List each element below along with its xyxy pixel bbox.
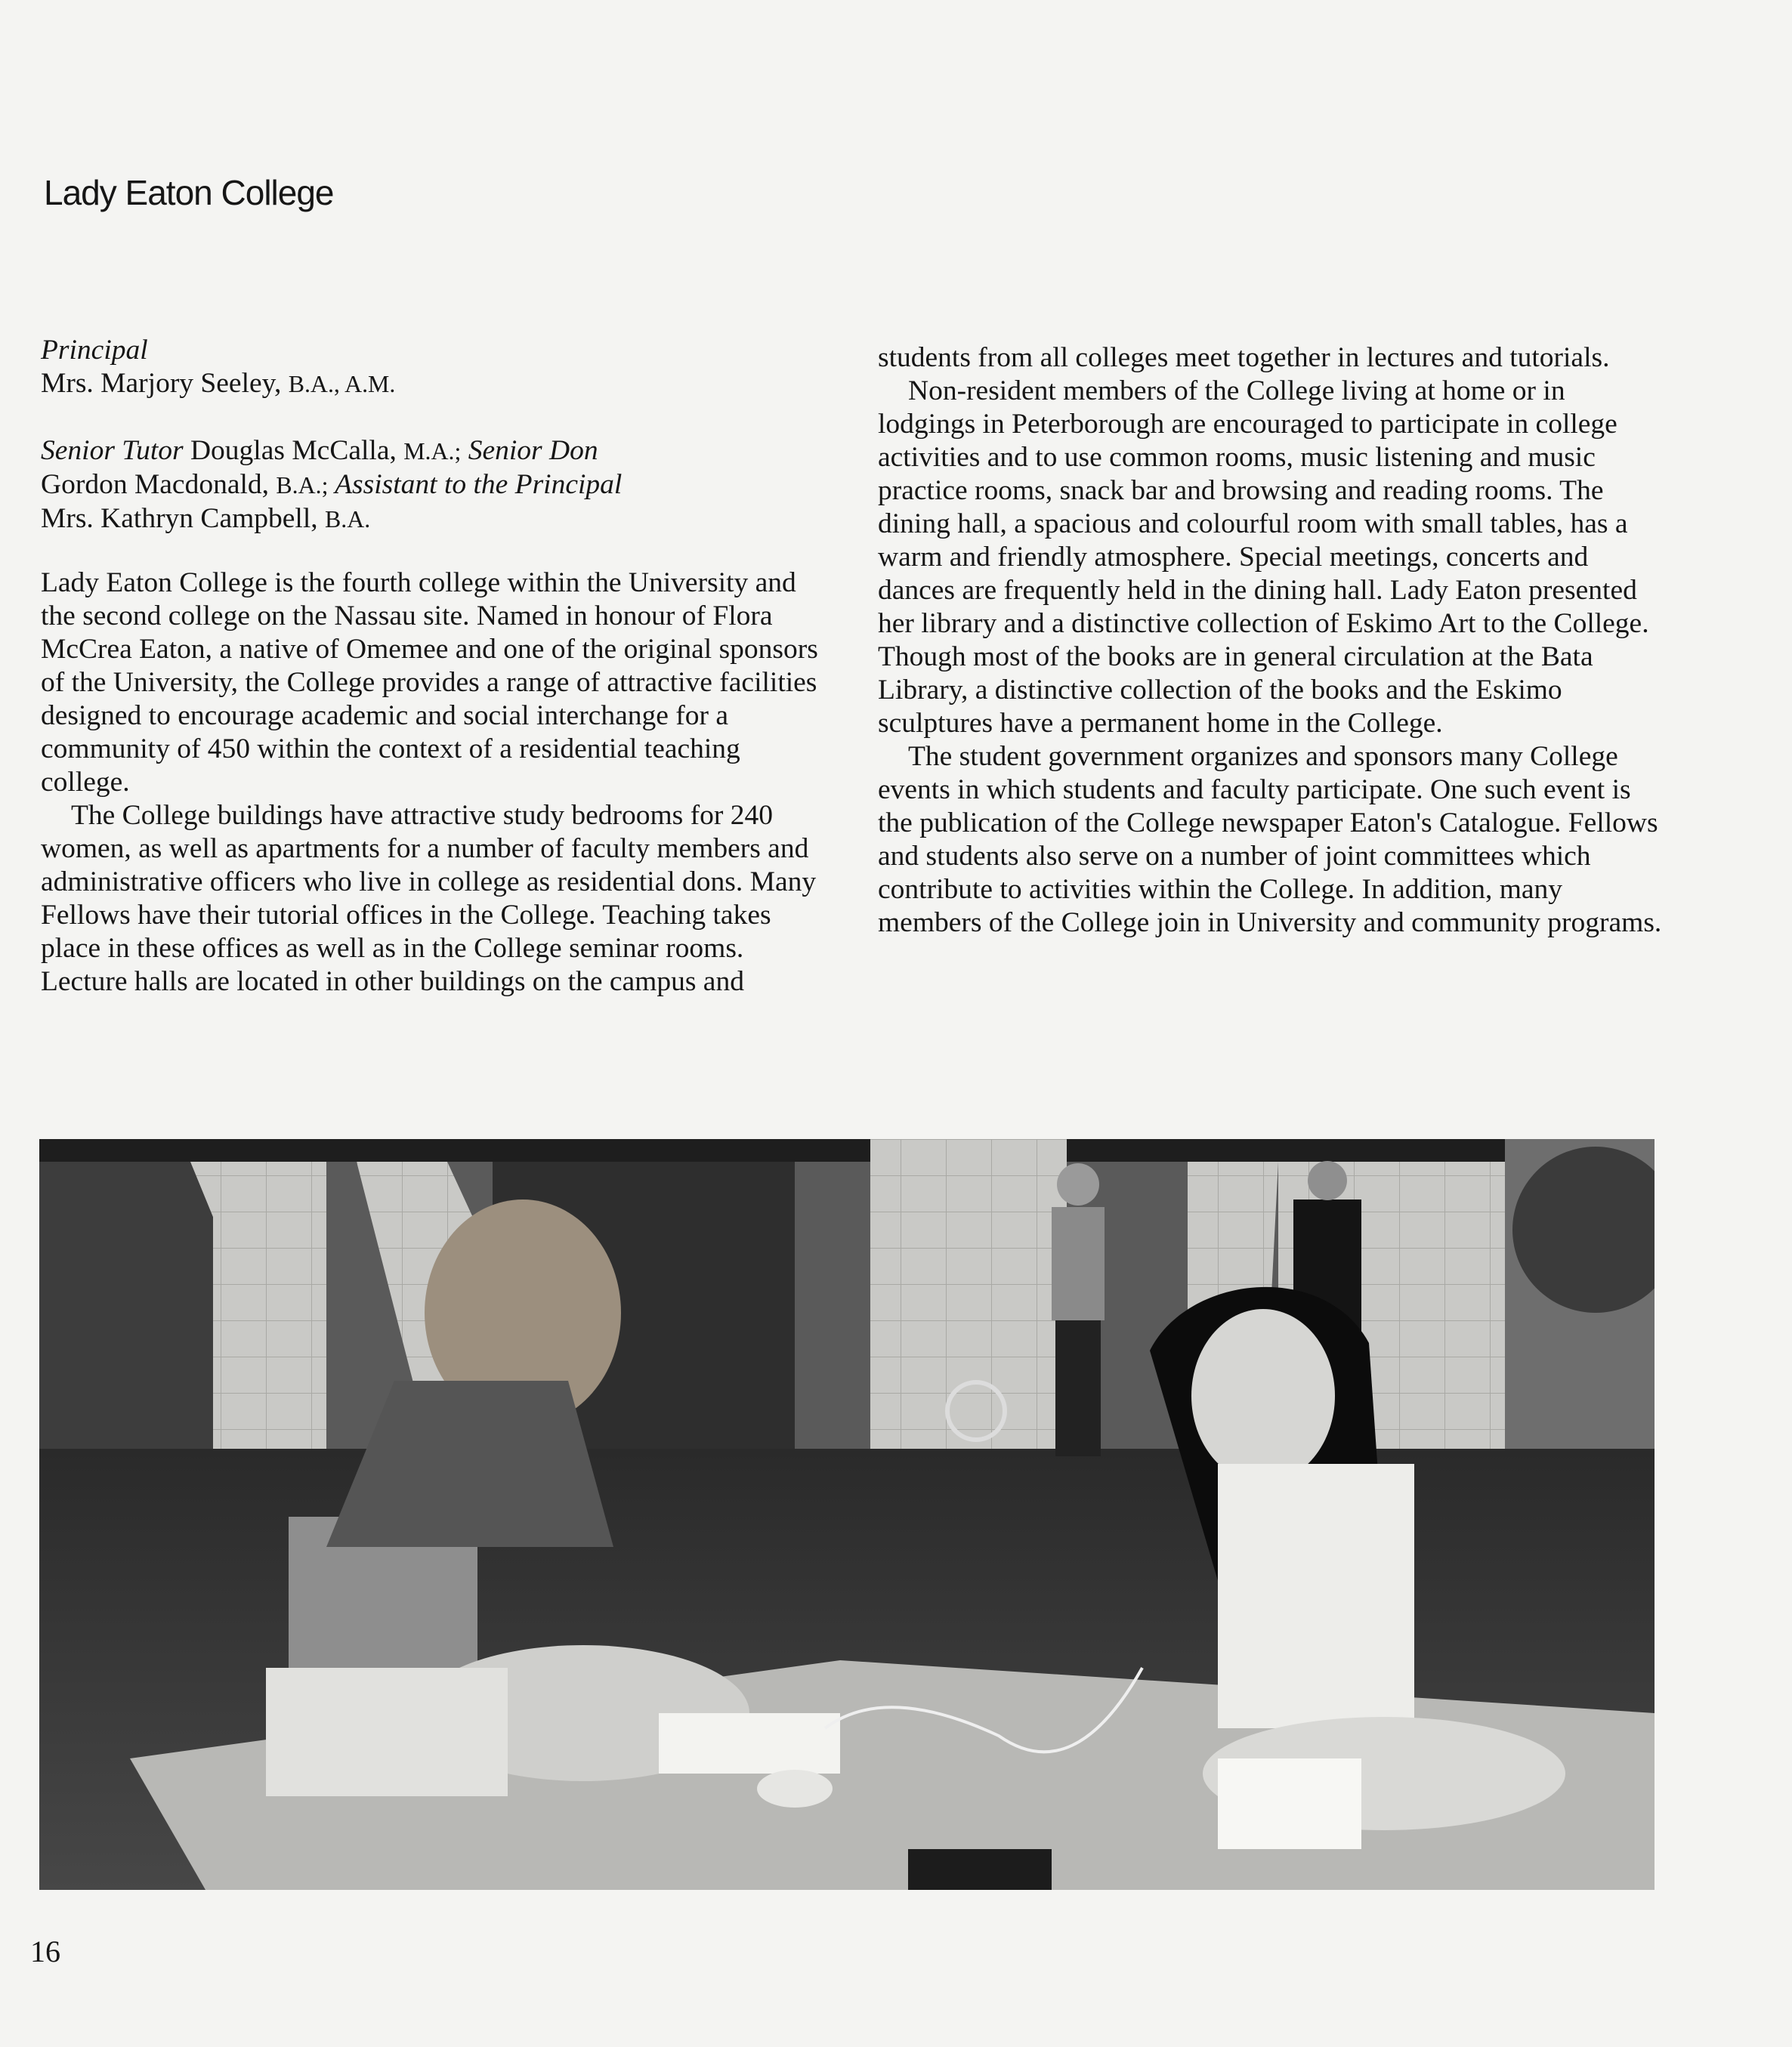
principal-block <box>41 334 819 401</box>
senior-don-name: Gordon Macdonald, <box>41 469 277 500</box>
body-paragraph-1: Lady Eaton College is the fourth college within the University and the second college on the Nassau site. Named in honour of Flora McCrea Eaton, a native of Omemee and one of the original sponsors of the University, the College provides a range of attractive facilities designed to encourage academic and social interchange for a community of 450 within the context of a residential teaching college. <box>41 567 818 798</box>
page-title: Lady Eaton College <box>44 173 334 212</box>
right-column <box>878 341 1664 940</box>
assistant-title: Assistant to the Principal <box>328 469 623 500</box>
officers-block <box>41 434 819 536</box>
body-paragraph-4: Non-resident members of the College living at home or in lodgings in Peterborough are encouraged to participate in college activities and to use common rooms, music listening and music practice rooms, snack bar and browsing and reading rooms. The dining hall, a spacious and colourful room with small tables, has a warm and friendly atmosphere. Special meetings, concerts and dances are frequently held in the dining hall. Lady Eaton presented her library and a distinctive collection of Eskimo Art to the College. Though most of the books are in general circulation at the Bata Library, a distinctive collection of the books and the Eskimo sculptures have a permanent home in the College. <box>878 375 1649 739</box>
principal-degrees: B.A., A.M. <box>288 371 396 397</box>
body-paragraph-2: The College buildings have attractive study bedrooms for 240 women, as well as apartments for a number of faculty members and administrative officers who live in college as residential dons. Many Fellows have their tutorial offices in the College. Teaching takes place in these offices as well as in the College seminar rooms. Lecture halls are located in other buildings on the campus and <box>41 800 817 997</box>
left-column <box>41 334 819 999</box>
senior-don-title: Senior Don <box>461 435 598 466</box>
senior-tutor-name: Douglas McCalla, <box>183 435 404 466</box>
photograph <box>39 1139 1655 1890</box>
page-number: 16 <box>30 1934 60 1968</box>
body-paragraph-5: The student government organizes and sponsors many College events in which students and faculty participate. One such event is the publication of the College newspaper Eaton's Catalogue. Fellows and students also serve on a number of joint committees which contribute to activities within the College. In addition, many members of the College join in University and community programs. <box>878 741 1662 938</box>
senior-tutor-degrees: M.A.; <box>403 438 462 465</box>
senior-tutor-title: Senior Tutor <box>41 435 184 466</box>
photograph-illustration <box>39 1139 1655 1890</box>
assistant-name: Mrs. Kathryn Campbell, <box>41 503 325 534</box>
body-paragraph-3: students from all colleges meet together in lectures and tutorials. <box>878 342 1610 373</box>
principal-title: Principal <box>41 335 148 366</box>
senior-don-degrees: B.A.; <box>276 472 329 499</box>
principal-name: Mrs. Marjory Seeley, <box>41 368 282 399</box>
assistant-degrees: B.A. <box>325 506 371 533</box>
